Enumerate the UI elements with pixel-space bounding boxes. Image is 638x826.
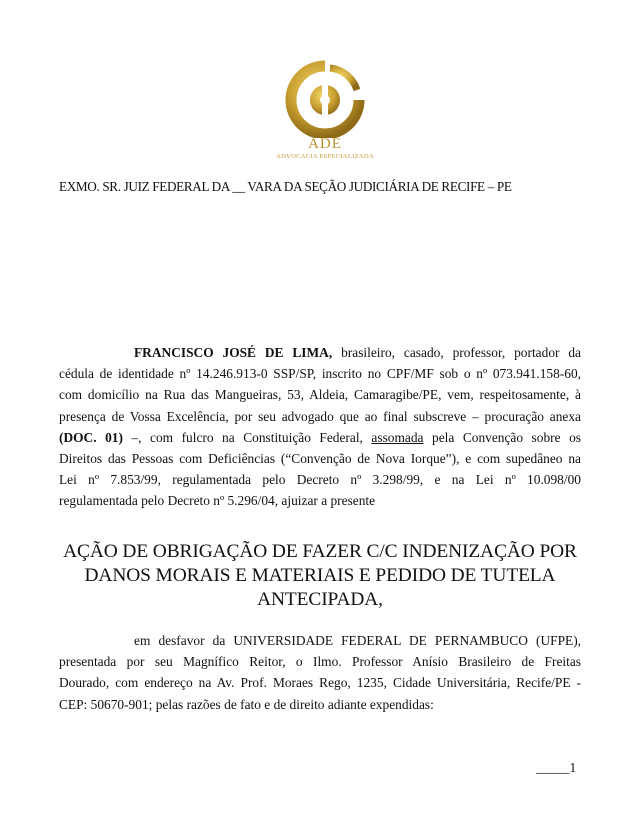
petitioner-paragraph: [59, 342, 581, 512]
logo-subtitle: ADVOCACIA ESPECIALIZADA: [276, 153, 374, 160]
title-line: DANOS MORAIS E MATERIAIS E PEDIDO DE TUTELA: [84, 565, 556, 586]
page-number: _____1: [536, 760, 577, 775]
firm-logo: [270, 60, 380, 165]
paragraph-line: Dourado, com endereço na Av. Prof. Moraes Rego, 1235, Cidade Universitária, Recife/PE -: [59, 675, 581, 691]
paragraph-line: CEP: 50670-901; pelas razões de fato e de direito adiante expendidas:: [59, 696, 434, 712]
title-line: ANTECIPADA,: [257, 589, 383, 610]
paragraph-text: brasileiro, casado, professor, portador da: [341, 345, 582, 360]
paragraph-line: [59, 342, 581, 363]
doc-reference: (DOC. 01): [59, 429, 123, 445]
logo-name: ADE: [308, 136, 342, 152]
petitioner-name: FRANCISCO JOSÉ DE LIMA,: [134, 345, 333, 360]
paragraph-line: em desfavor da UNIVERSIDADE FEDERAL DE PERNAMBUCO (UFPE),: [134, 633, 581, 648]
addressee-header: EXMO. SR. JUIZ FEDERAL DA __ VARA DA SEÇÃO JUDICIÁRIA DE RECIFE – PE: [59, 179, 512, 194]
paragraph-line: Direitos das Pessoas com Deficiências (“Convenção de Nova Iorque”), e com supedâneo na: [59, 451, 581, 467]
paragraph-line: [59, 427, 581, 448]
paragraph-text: –, com fulcro na Constituição Federal,: [131, 429, 363, 445]
paragraph-line: cédula de identidade nº 14.246.913-0 SSP/SP, inscrito no CPF/MF sob o nº 073.941.158-60,: [59, 366, 581, 382]
underlined-word: assomada: [371, 429, 424, 445]
firm-logo-mark: [270, 60, 380, 138]
defendant-paragraph: [59, 630, 581, 715]
paragraph-line: presença de Vossa Excelência, por seu advogado que ao final subscreve – procuração anexa: [59, 408, 581, 424]
paragraph-line: presentada por seu Magnífico Reitor, o Ilmo. Professor Anísio Brasileiro de Freitas: [59, 654, 581, 670]
paragraph-line: com domicílio na Rua das Mangueiras, 53, Aldeia, Camaragibe/PE, vem, respeitosamente, à: [59, 387, 581, 403]
paragraph-line: regulamentada pelo Decreto nº 5.296/04, ajuizar a presente: [59, 493, 376, 509]
paragraph-text: pela Convenção sobre os: [432, 429, 581, 445]
title-line: AÇÃO DE OBRIGAÇÃO DE FAZER C/C INDENIZAÇÃO POR: [63, 541, 577, 562]
action-title: [59, 540, 581, 612]
paragraph-line: Lei nº 7.853/99, regulamentada pelo Decreto nº 3.298/99, e na Lei nº 10.098/00: [59, 472, 581, 488]
